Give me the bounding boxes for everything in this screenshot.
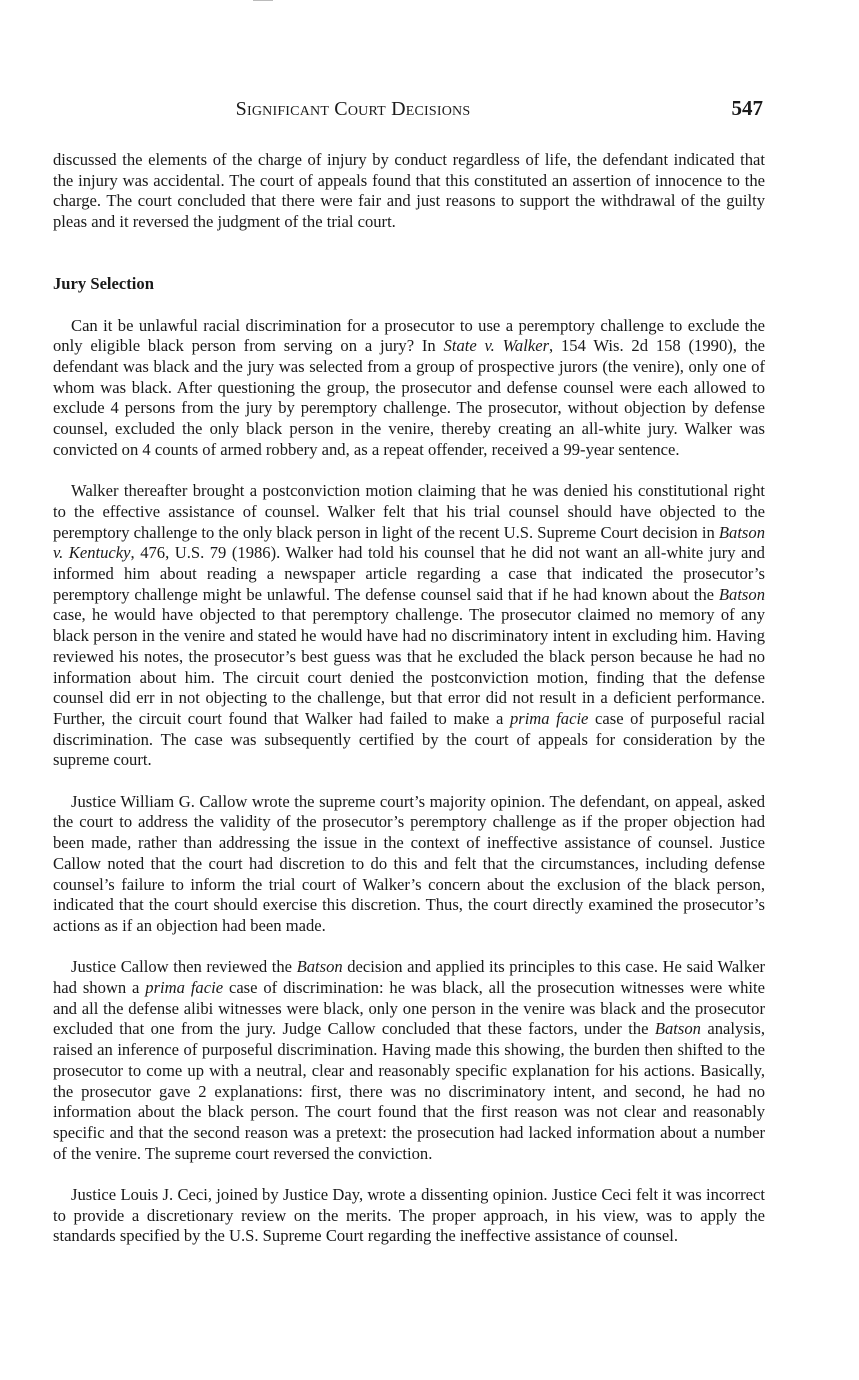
- text-run: Walker thereafter brought a postconviction motion claiming that he was denied his constitutional right to the effective assistance of counsel. Walker felt that his trial counsel should have objected to the peremptory challenge to the only black person in light of the recent U.S. Supreme Court decision in: [53, 481, 765, 542]
- legal-term: prima facie: [509, 708, 589, 728]
- text-run: analysis, raised an inference of purposeful discrimination. Having made this showing, the burden then shifted to the prosecutor to come up with a neutral, clear and reasonably specific explanation for his actions. Basically, the prosecutor gave 2 explanations: first, there was no discriminatory intent, and second, he had no information about the black person. The court found that the first reason was not clear and reasonably specific and that the second reason was a pretext: the prosecution had lacked information about a number of the venire. The supreme court reversed the conviction.: [53, 1019, 765, 1163]
- text-run: case of purposeful racial discrimination. The case was subsequently certified by the court of appeals for consideration by the supreme court.: [53, 708, 765, 770]
- text-run: Justice Callow then reviewed the: [71, 957, 297, 977]
- text-run: , 476, U.S. 79 (1986). Walker had told his counsel that he did not want an all-white jury and informed him about reading a newspaper article regarding a case that indicated the prosecutor’s peremptory challenge might be unlawful. The defense counsel said that if he had known about the: [53, 543, 765, 604]
- paragraph-3: Justice William G. Callow wrote the supreme court’s majority opinion. The defendant, on appeal, asked the court to address the validity of the prosecutor’s peremptory challenge as if the proper objection had been made, rather than addressing the issue in the context of ineffective assistance of counsel. Justice Callow noted that the court had discretion to do this and felt that the circumstances, including defense counsel’s failure to inform the trial court of Walker’s concern about the exclusion of the black person, indicated that the court should exercise this discretion. Thus, the court directly examined the prosecutor’s actions as if an objection had been made.: [53, 791, 765, 935]
- document-page: [53, 0, 765, 1380]
- text-run: , 154 Wis. 2d 158 (1990), the defendant was black and the jury was selected from a group of prospective jurors (the venire), only one of whom was black. After questioning the group, the prosecutor and defense counsel were each allowed to exclude 4 persons from the jury by peremptory challenge. The prosecutor, without objection by defense counsel, excluded the only black person in the venire, thereby creating an all-white jury. Walker was convicted on 4 counts of armed robbery and, as a repeat offender, received a 99-year sentence.: [53, 336, 765, 459]
- body-text: [53, 150, 765, 1247]
- case-name: Batson: [718, 584, 765, 604]
- running-head: Significant Court Decisions: [235, 98, 471, 120]
- case-name: State v. Walker: [443, 336, 550, 356]
- paragraph-continued: discussed the elements of the charge of injury by conduct regardless of life, the defendant indicated that the injury was accidental. The court of appeals found that this constituted an assertion of innocence to the charge. The court concluded that there were fair and just reasons to support the withdrawal of the guilty pleas and it reversed the judgment of the trial court.: [53, 150, 765, 232]
- text-run: Can it be unlawful racial discrimination for a prosecutor to use a peremptory challenge to exclude the only eligible black person from serving on a jury? In: [53, 315, 765, 356]
- paragraph-4: [53, 957, 765, 1164]
- scan-mark: [253, 0, 273, 1]
- legal-term: prima facie: [145, 978, 224, 998]
- paragraph-5: Justice Louis J. Ceci, joined by Justice Day, wrote a dissenting opinion. Justice Ceci felt it was incorrect to provide a discretionary review on the merits. The proper approach, in his view, was to apply the standards specified by the U.S. Supreme Court regarding the ineffective assistance of counsel.: [53, 1185, 765, 1246]
- page-number: 547: [731, 96, 763, 120]
- text-run: case, he would have objected to that peremptory challenge. The prosecutor claimed no memory of any black person in the venire and stated he would have had no discriminatory intent in excluding him. Having reviewed his notes, the prosecutor’s best guess was that he excluded the black person because he had no information about him. The circuit court denied the postconviction motion, finding that the defense counsel did err in not objecting to the challenge, but that error did not result in a deficient performance. Further, the circuit court found that Walker had failed to make a: [53, 605, 765, 728]
- paragraph-2: [53, 481, 765, 771]
- case-name: Batson: [296, 957, 343, 977]
- page-header: [53, 96, 765, 126]
- text-run: case of discrimination: he was black, all the prosecution witnesses were white and all the defense alibi witnesses were black, only one person in the venire was black and the prosecutor excluded that one from the jury. Judge Callow concluded that these factors, under the: [53, 978, 765, 1039]
- case-name: Batson: [654, 1019, 701, 1039]
- section-heading: Jury Selection: [53, 274, 154, 294]
- case-name: Batson v. Kentucky: [53, 522, 765, 563]
- text-run: decision and applied its principles to this case. He said Walker had shown a: [53, 957, 765, 998]
- paragraph-1: [53, 316, 765, 461]
